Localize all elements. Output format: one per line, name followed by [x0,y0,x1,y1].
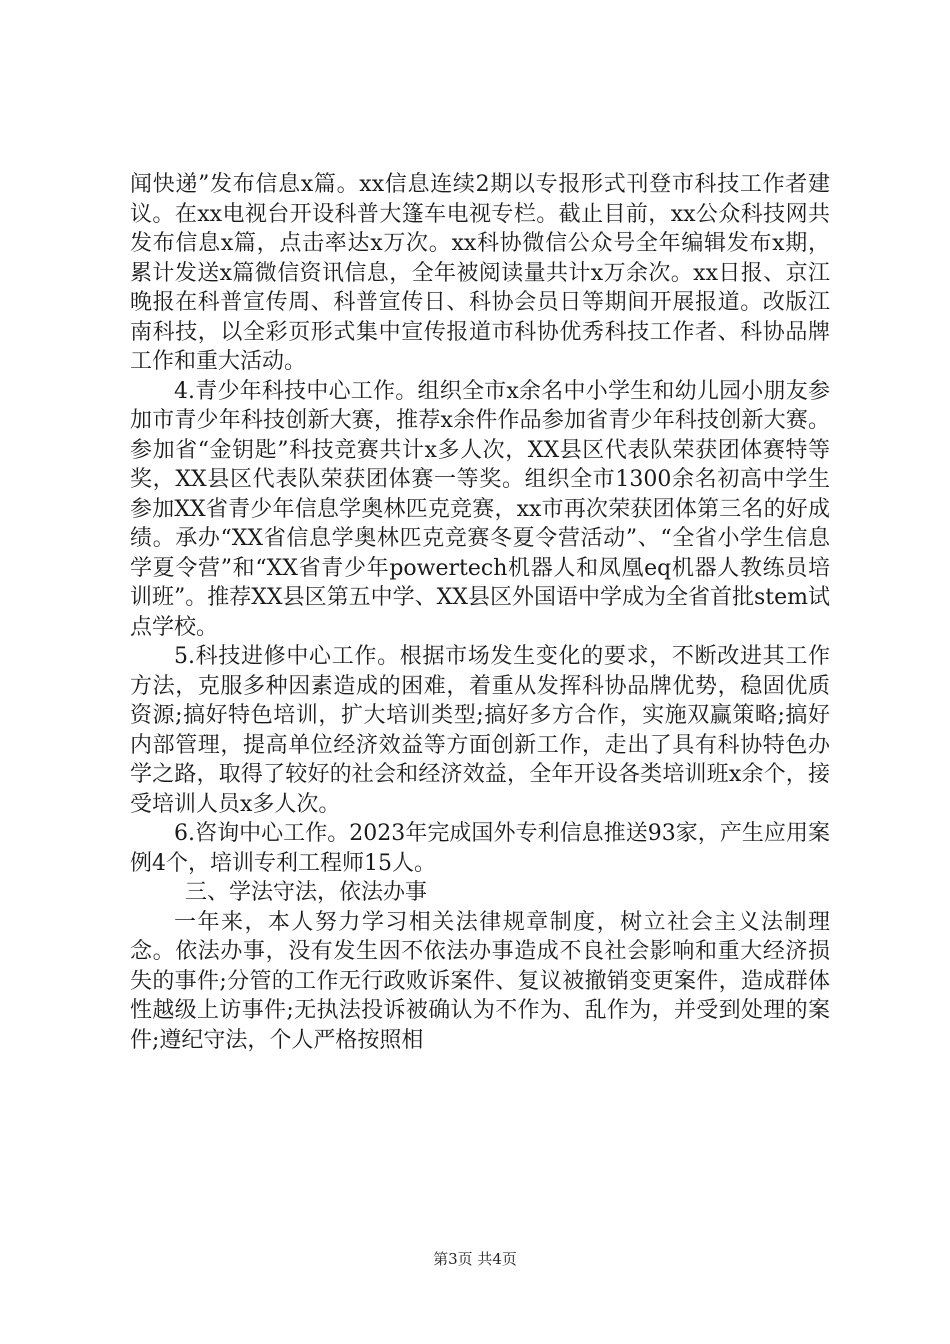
paragraph-continued-news: 闻快递”发布信息x篇。xx信息连续2期以专报形式刊登市科技工作者建议。在xx电视台开设科普大篷车电视专栏。截止目前，xx公众科技网共发布信息x篇，点击率达x万次。xx科协微信公众号全年编辑发布x期，累计发送x篇微信资讯信息，全年被阅读量共计x万余次。xx日报、京江晚报在科普宣传周、科普宣传日、科协会员日等期间开展报道。改版江南科技，以全彩页形式集中宣传报道市科协优秀科技工作者、科协品牌工作和重大活动。 [130,172,830,374]
section-heading-law: 三、学法守法，依法办事 [185,880,428,905]
page-footer: 第3页 共4页 [433,1250,517,1268]
paragraph-consulting-center: 6.咨询中心工作。2023年完成国外专利信息推送93家，产生应用案例4个，培训专利工程师15人。 [130,821,830,876]
paragraph-training-center: 5.科技进修中心工作。根据市场发生变化的要求，不断改进其工作方法，克服多种因素造成的困难，着重从发挥科协品牌优势，稳固优质资源;搞好特色培训，扩大培训类型;搞好多方合作，实施双赢策略;搞好内部管理，提高单位经济效益等方面创新工作，走出了具有科协特色办学之路，取得了较好的社会和经济效益，全年开设各类培训班x余个，接受培训人员x多人次。 [130,644,830,817]
document-body [130,170,830,1055]
paragraph-law-compliance: 一年来，本人努力学习相关法律规章制度，树立社会主义法制理念。依法办事，没有发生因不依法办事造成不良社会影响和重大经济损失的事件;分管的工作无行政败诉案件、复议被撤销变更案件，造成群体性越级上访事件;无执法投诉被确认为不作为、乱作为，并受到处理的案件;遵纪守法，个人严格按照相 [130,909,830,1053]
paragraph-youth-tech-center: 4.青少年科技中心工作。组织全市x余名中小学生和幼儿园小朋友参加市青少年科技创新大赛，推荐x余件作品参加省青少年科技创新大赛。参加省“金钥匙”科技竞赛共计x多人次，XX县区代表队荣获团体赛特等奖，XX县区代表队荣获团体赛一等奖。组织全市1300余名初高中学生参加XX省青少年信息学奥林匹克竞赛，xx市再次荣获团体第三名的好成绩。承办“XX省信息学奥林匹克竞赛冬夏令营活动”、“全省小学生信息学夏令营”和“XX省青少年powertech机器人和凤凰eq机器人教练员培训班”。推荐XX县区第五中学、XX县区外国语中学成为全省首批stem试点学校。 [130,378,830,640]
